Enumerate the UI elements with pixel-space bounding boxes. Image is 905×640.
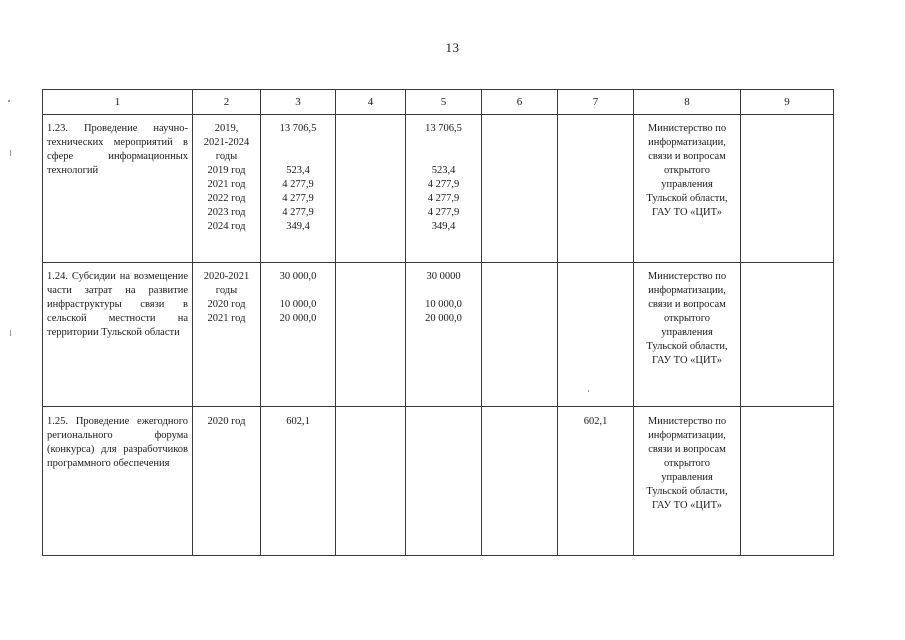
cell-line [410,284,477,298]
col4-cell [336,407,406,556]
cell-line: 2022 год [207,193,246,204]
col6-cell [482,407,558,556]
col9-cell [741,263,834,407]
col7-cell [558,263,634,407]
cell-line: 2020 год [207,299,246,310]
cell-line: 10 000,0 [279,299,317,310]
cell-line: ГАУ ТО «ЦИТ» [652,500,722,511]
cell-line: управления [661,179,713,190]
col6-cell [482,115,558,263]
cell-line: 4 277,9 [282,179,314,190]
cell-line: управления [661,327,713,338]
cell-line: связи и вопросам [648,444,726,455]
cell-line: 2021 год [207,313,246,324]
col3-cell [261,115,336,263]
column-number: 8 [634,90,741,115]
col3-cell [261,263,336,407]
cell-line: связи и вопросам [648,299,726,310]
column-number: 4 [336,90,406,115]
cell-line: 602,1 [286,416,310,427]
cell-line: связи и вопросам [648,151,726,162]
cell-line: 20 000,0 [425,313,462,324]
measure-name: 1.24. Субсидии на возмещение части затрат на развитие инфраструктуры связи в сельской местности на территории Тульской области [43,263,193,407]
measure-name: 1.23. Проведение научно-технических мероприятий в сфере информационных технологий [43,115,193,263]
cell-line: управления [661,472,713,483]
cell-line: 523,4 [286,165,310,176]
period-cell [193,263,261,407]
measures-table [42,89,834,556]
cell-line: открытого [663,458,711,469]
column-number: 6 [482,90,558,115]
cell-line: 523,4 [431,165,456,176]
cell-line: 2024 год [207,221,246,232]
col3-cell [261,407,336,556]
column-number-row [43,90,834,115]
cell-line: 10 000,0 [425,299,462,310]
cell-line: 2019, [214,123,239,134]
cell-line: Министерство по [647,416,727,427]
cell-line: Министерство по [647,123,727,134]
col5-cell [406,115,482,263]
cell-line: 349,4 [431,221,456,232]
cell-line: 4 277,9 [427,207,460,218]
cell-line: 4 277,9 [427,193,460,204]
column-number: 3 [261,90,336,115]
cell-line: 20 000,0 [279,313,317,324]
cell-line: 349,4 [286,221,310,232]
column-number: 7 [558,90,634,115]
cell-line: 4 277,9 [282,193,314,204]
cell-line: открытого [663,313,711,324]
cell-line: ГАУ ТО «ЦИТ» [652,207,722,218]
cell-line: 602,1 [583,416,608,427]
col5-cell [406,263,482,407]
executor-cell [634,115,741,263]
col6-cell [482,263,558,407]
cell-line: 2021-2024 [203,137,250,148]
column-number: 5 [406,90,482,115]
cell-line [265,284,331,298]
column-number: 2 [193,90,261,115]
cell-line: годы [215,151,238,162]
table-row [43,115,834,263]
cell-line [265,136,331,150]
cell-line: Тульской области, [646,341,728,352]
col9-cell [741,115,834,263]
page-number: 13 [445,40,460,55]
cell-line [265,150,331,164]
cell-line: Тульской области, [646,486,728,497]
cell-line: 4 277,9 [282,207,314,218]
col4-cell [336,115,406,263]
cell-line: годы [215,285,238,296]
col7-cell [558,115,634,263]
cell-line: 30 000,0 [279,271,317,282]
column-number: 9 [741,90,834,115]
col9-cell [741,407,834,556]
cell-line: Тульской области, [646,193,728,204]
cell-line: информатизации, [648,430,726,441]
cell-line: 13 706,5 [279,123,317,134]
col5-cell [406,407,482,556]
cell-line: 13 706,5 [425,123,462,134]
scan-speck [588,390,589,392]
period-cell [193,407,261,556]
measure-name: 1.25. Проведение ежегодного регионального форума (конкурса) для разработчиков программного обеспечения [43,407,193,556]
period-cell [193,115,261,263]
cell-line [410,136,477,150]
cell-line: 2020-2021 [203,271,250,282]
column-number: 1 [43,90,193,115]
cell-line: информатизации, [648,137,726,148]
cell-line: открытого [663,165,711,176]
cell-line: Министерство по [647,271,727,282]
cell-line: ГАУ ТО «ЦИТ» [652,355,722,366]
cell-line: 4 277,9 [427,179,460,190]
scan-speck [8,100,10,102]
cell-line [410,150,477,164]
table-row [43,407,834,556]
cell-line: 2023 год [207,207,246,218]
executor-cell [634,407,741,556]
scan-speck [10,330,11,336]
table-row [43,263,834,407]
cell-line: информатизации, [648,285,726,296]
executor-cell [634,263,741,407]
col7-cell [558,407,634,556]
cell-line: 2019 год [207,165,246,176]
cell-line: 30 0000 [426,271,461,282]
cell-line: 2020 год [207,416,246,427]
cell-line: 2021 год [207,179,246,190]
col4-cell [336,263,406,407]
scan-speck [10,150,11,156]
